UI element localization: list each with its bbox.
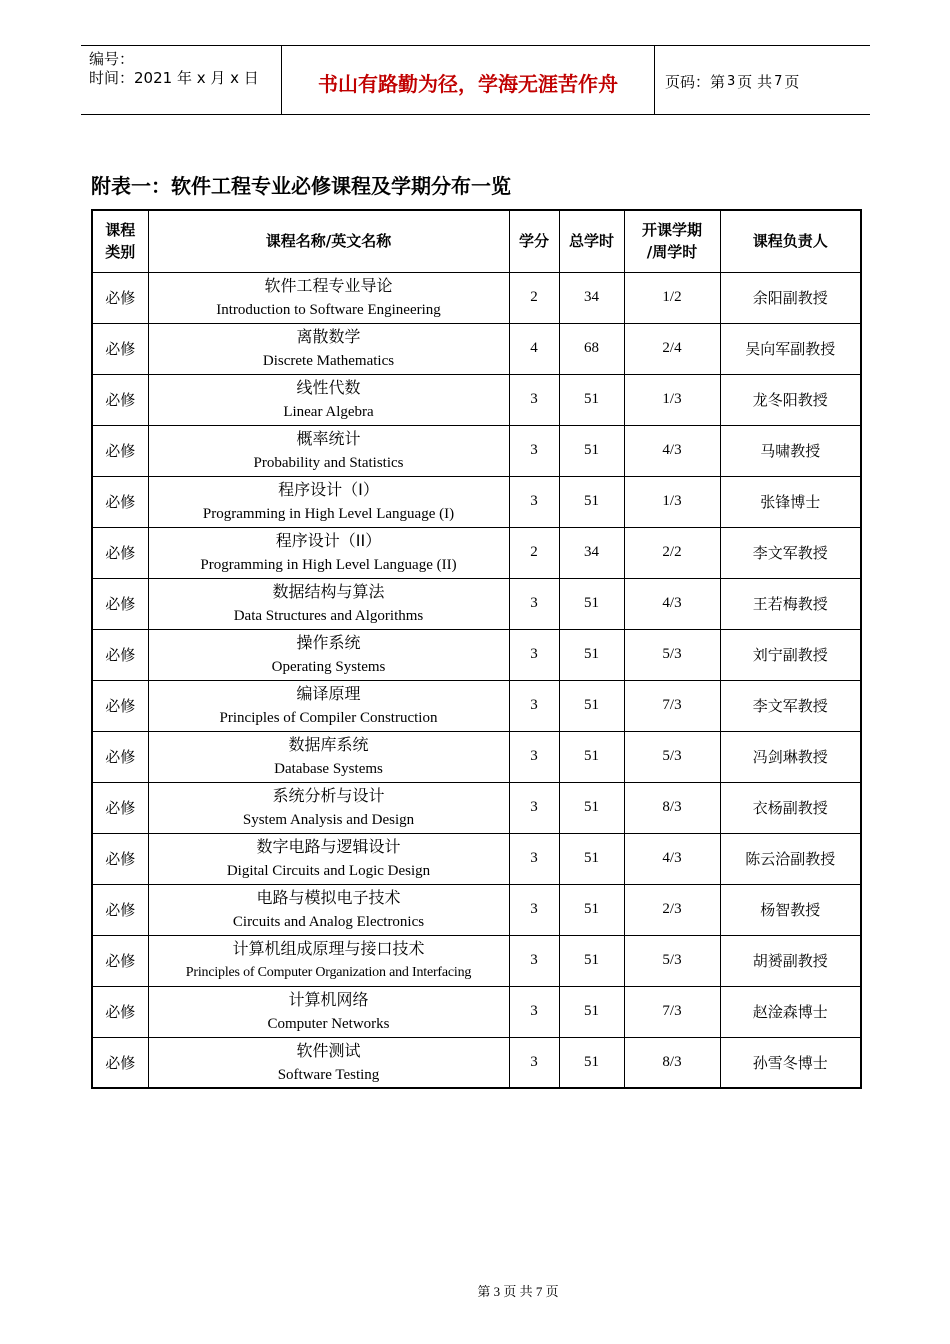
- course-hours: 51: [559, 476, 624, 527]
- course-lead: 余阳副教授: [720, 272, 861, 323]
- course-category: 必修: [92, 680, 148, 731]
- course-credits: 3: [509, 374, 559, 425]
- course-credits: 3: [509, 782, 559, 833]
- header-divider: [654, 46, 655, 114]
- course-category: 必修: [92, 425, 148, 476]
- course-hours: 51: [559, 935, 624, 986]
- course-lead: 陈云洽副教授: [720, 833, 861, 884]
- course-name-cell: [148, 680, 509, 731]
- course-lead: 赵淦森博士: [720, 986, 861, 1037]
- course-category: 必修: [92, 323, 148, 374]
- course-lead: 刘宁副教授: [720, 629, 861, 680]
- course-name-cell: [148, 986, 509, 1037]
- course-category: 必修: [92, 272, 148, 323]
- table-row: [92, 629, 861, 680]
- course-lead: 杨智教授: [720, 884, 861, 935]
- course-name-cn: 电路与模拟电子技术: [256, 887, 401, 907]
- table-row: [92, 935, 861, 986]
- course-hours: 51: [559, 425, 624, 476]
- course-credits: 3: [509, 935, 559, 986]
- header-motto: 书山有路勤为径，学海无涯苦作舟: [318, 71, 618, 96]
- course-hours: 51: [559, 680, 624, 731]
- header-name: 课程名称/英文名称: [148, 210, 509, 272]
- course-term: 4/3: [624, 833, 720, 884]
- course-category: 必修: [92, 935, 148, 986]
- course-name-cell: [148, 476, 509, 527]
- course-term: 5/3: [624, 629, 720, 680]
- table-row: [92, 986, 861, 1037]
- course-name-cell: [148, 833, 509, 884]
- course-category: 必修: [92, 578, 148, 629]
- course-term: 2/2: [624, 527, 720, 578]
- course-term: 7/3: [624, 986, 720, 1037]
- course-hours: 34: [559, 527, 624, 578]
- course-term: 7/3: [624, 680, 720, 731]
- header-meta: [89, 50, 279, 88]
- course-lead: 衣杨副教授: [720, 782, 861, 833]
- course-hours: 51: [559, 782, 624, 833]
- course-name-en: Data Structures and Algorithms: [233, 607, 424, 624]
- doc-time-label: 时间：2021 年 x 月 x 日: [89, 69, 259, 87]
- page-footer: 第 3 页 共 7 页: [477, 1284, 559, 1299]
- course-lead: 冯剑琳教授: [720, 731, 861, 782]
- course-name-cell: [148, 629, 509, 680]
- course-credits: 3: [509, 986, 559, 1037]
- course-term: 5/3: [624, 935, 720, 986]
- course-name-cn: 数据结构与算法: [272, 581, 385, 601]
- course-name-en: Digital Circuits and Logic Design: [226, 862, 431, 879]
- course-credits: 3: [509, 578, 559, 629]
- course-term: 5/3: [624, 731, 720, 782]
- course-category: 必修: [92, 986, 148, 1037]
- course-name-cell: [148, 272, 509, 323]
- course-term: 8/3: [624, 782, 720, 833]
- course-hours: 34: [559, 272, 624, 323]
- course-name-cell: [148, 782, 509, 833]
- table-row: [92, 476, 861, 527]
- course-hours: 51: [559, 374, 624, 425]
- course-credits: 3: [509, 884, 559, 935]
- course-name-cell: [148, 935, 509, 986]
- course-category: 必修: [92, 731, 148, 782]
- course-name-en: Software Testing: [277, 1066, 380, 1083]
- course-lead: 孙雪冬博士: [720, 1037, 861, 1088]
- course-name-en: Programming in High Level Language (II): [200, 556, 457, 573]
- course-name-en: Linear Algebra: [283, 403, 374, 420]
- course-name-cell: [148, 527, 509, 578]
- table-row: [92, 833, 861, 884]
- course-name-cn: 编译原理: [296, 683, 361, 703]
- course-credits: 3: [509, 629, 559, 680]
- course-category: 必修: [92, 374, 148, 425]
- course-category: 必修: [92, 476, 148, 527]
- course-name-en: Introduction to Software Engineering: [216, 301, 441, 318]
- page-header: [81, 45, 870, 115]
- course-credits: 3: [509, 680, 559, 731]
- course-category: 必修: [92, 884, 148, 935]
- course-category: 必修: [92, 833, 148, 884]
- course-name-en: Operating Systems: [271, 658, 386, 675]
- header-category: 课程 类别: [92, 210, 148, 272]
- course-credits: 2: [509, 527, 559, 578]
- course-term: 1/2: [624, 272, 720, 323]
- course-name-cn: 操作系统: [296, 632, 361, 652]
- course-name-cn: 程序设计（II）: [275, 530, 382, 550]
- course-name-en: Computer Networks: [267, 1015, 390, 1032]
- table-row: [92, 884, 861, 935]
- course-name-cell: [148, 731, 509, 782]
- course-name-cell: [148, 884, 509, 935]
- course-name-en: System Analysis and Design: [242, 811, 415, 828]
- course-hours: 51: [559, 578, 624, 629]
- table-row: [92, 272, 861, 323]
- table-row: [92, 323, 861, 374]
- course-name-cn: 数据库系统: [288, 734, 369, 754]
- course-name-cell: [148, 323, 509, 374]
- table-row: [92, 425, 861, 476]
- page-total: 7: [774, 73, 783, 89]
- course-name-cn: 线性代数: [296, 377, 361, 397]
- course-name-en: Database Systems: [274, 760, 383, 777]
- course-table: [91, 209, 862, 1089]
- course-term: 4/3: [624, 578, 720, 629]
- course-hours: 68: [559, 323, 624, 374]
- course-credits: 3: [509, 833, 559, 884]
- course-lead: 吴向军副教授: [720, 323, 861, 374]
- course-credits: 2: [509, 272, 559, 323]
- course-hours: 51: [559, 833, 624, 884]
- course-lead: 李文军教授: [720, 527, 861, 578]
- course-credits: 4: [509, 323, 559, 374]
- course-name-cn: 离散数学: [296, 326, 361, 346]
- course-lead: 王若梅教授: [720, 578, 861, 629]
- course-category: 必修: [92, 1037, 148, 1088]
- course-name-en: Principles of Compiler Construction: [219, 709, 438, 726]
- course-name-en: Probability and Statistics: [253, 454, 404, 471]
- course-category: 必修: [92, 527, 148, 578]
- page-mid: 页 共: [737, 72, 773, 91]
- course-term: 2/3: [624, 884, 720, 935]
- header-page-info: [665, 46, 799, 114]
- table-row: [92, 374, 861, 425]
- page-title: 附表一：软件工程专业必修课程及学期分布一览: [91, 174, 511, 198]
- table-row: [92, 578, 861, 629]
- course-name-cell: [148, 374, 509, 425]
- course-name-cell: [148, 1037, 509, 1088]
- course-name-cn: 软件测试: [296, 1040, 361, 1060]
- page-number: 3: [727, 73, 736, 89]
- table-header-row: [92, 210, 861, 272]
- table-row: [92, 731, 861, 782]
- course-lead: 龙冬阳教授: [720, 374, 861, 425]
- table-row: [92, 680, 861, 731]
- header-hours: 总学时: [559, 210, 624, 272]
- course-term: 1/3: [624, 374, 720, 425]
- course-name-cn: 概率统计: [296, 428, 361, 448]
- course-lead: 张锋博士: [720, 476, 861, 527]
- course-name-cn: 软件工程专业导论: [264, 275, 393, 295]
- course-name-en: Discrete Mathematics: [262, 352, 395, 369]
- table-row: [92, 1037, 861, 1088]
- course-category: 必修: [92, 782, 148, 833]
- course-name-cn: 计算机网络: [288, 989, 369, 1009]
- course-name-en: Circuits and Analog Electronics: [232, 913, 425, 930]
- table-row: [92, 782, 861, 833]
- course-hours: 51: [559, 629, 624, 680]
- course-hours: 51: [559, 884, 624, 935]
- course-term: 1/3: [624, 476, 720, 527]
- course-name-en: Principles of Computer Organization and Interfacing: [185, 964, 472, 980]
- page-suffix: 页: [784, 72, 800, 91]
- table-body: [92, 272, 861, 1088]
- course-name-cn: 程序设计（I）: [278, 479, 379, 499]
- course-credits: 3: [509, 731, 559, 782]
- course-name-cn: 数字电路与逻辑设计: [256, 836, 401, 856]
- course-term: 8/3: [624, 1037, 720, 1088]
- course-credits: 3: [509, 425, 559, 476]
- course-hours: 51: [559, 731, 624, 782]
- header-term: 开课学期 /周学时: [624, 210, 720, 272]
- course-term: 4/3: [624, 425, 720, 476]
- course-term: 2/4: [624, 323, 720, 374]
- header-credits: 学分: [509, 210, 559, 272]
- course-lead: 李文军教授: [720, 680, 861, 731]
- course-credits: 3: [509, 1037, 559, 1088]
- course-name-cell: [148, 425, 509, 476]
- course-hours: 51: [559, 1037, 624, 1088]
- course-name-cn: 计算机组成原理与接口技术: [232, 938, 425, 958]
- course-category: 必修: [92, 629, 148, 680]
- course-lead: 马啸教授: [720, 425, 861, 476]
- table-row: [92, 527, 861, 578]
- header-lead: 课程负责人: [720, 210, 861, 272]
- course-name-cn: 系统分析与设计: [272, 785, 385, 805]
- course-name-en: Programming in High Level Language (I): [202, 505, 455, 522]
- page-prefix: 页码：第: [665, 72, 726, 91]
- course-name-cell: [148, 578, 509, 629]
- doc-id-label: 编号：: [89, 50, 135, 68]
- course-credits: 3: [509, 476, 559, 527]
- course-hours: 51: [559, 986, 624, 1037]
- course-lead: 胡赟副教授: [720, 935, 861, 986]
